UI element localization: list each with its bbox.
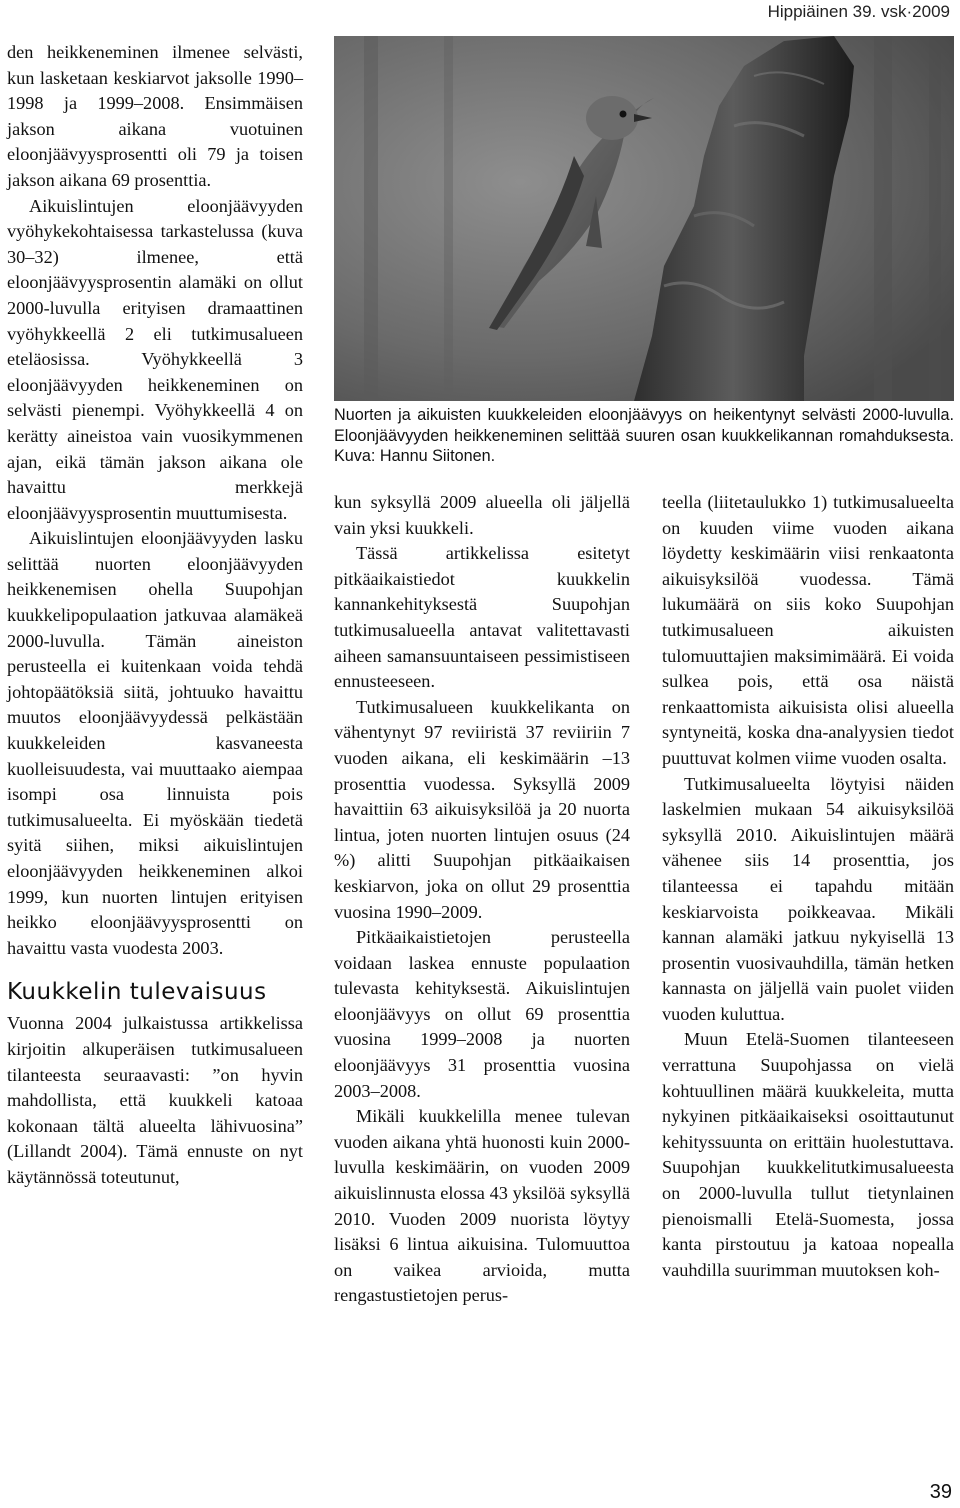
issue-year: 2009 [912,2,950,21]
paragraph: Mikäli kuukkelilla menee tulevan vuoden aikana yhtä huonosti kuin 2000-luvulla keskimäärin, on vuoden 2009 aikuislinnusta elossa 43 yksilöä syksyllä 2010. Vuoden 2009 nuorista löytyy lisäksi 6 lintua aikuisina. Tulomuuttoa on vaikea arvioida, mutta rengastustietojen perus- [334,1106,630,1306]
paragraph: Aikuislintujen eloonjäävyyden vyöhykekohtaisessa tarkastelussa (kuva 30–32) ilmenee, että eloonjäävyysprosentin alamäki on ollut 2000-luvulla erityisen dramaattinen vyöhykkeellä 2 eli tutkimusalueen eteläosissa. Vyöhykkeellä 3 eloonjäävyyden heikkeneminen on selvästi pienempi. Vyöhykkeellä 4 on kerätty aineistoa vain vuosikymmenen ajan, eikä tämän jakson aikana ole havaittu merkkejä eloonjäävyysprosentin muuttumisesta. [7,195,303,523]
photo-caption: Nuorten ja aikuisten kuukkeleiden eloonjäävyys on heikentynyt selvästi 2000-luvulla. Eloonjäävyyden heikkeneminen selittää suuren osan kuukkelikannan romahduksesta. Kuva: Hannu Siitonen. [334,406,954,465]
siberian-jay-photo [334,36,954,401]
paragraph: den heikkeneminen ilmenee selvästi, kun lasketaan keskiarvot jaksolle 1990–1998 ja 1999–2008. Ensimmäisen jakson aikana vuotuinen eloonjäävyysprosentti oli 79 ja toisen jakson aikana 69 prosenttia. [7,42,303,190]
paragraph: Aikuislintujen eloonjäävyyden lasku selittää nuorten eloonjäävyyden heikkenemisen ohella Suupohjan kuukkelipopulaation jatkuvaa alamäkeä 2000-luvulla. Tämän aineiston perusteella ei kuitenkaan voida tehdä johtopäätöksiä siitä, johtuuko havaittu muutos eloonjäävyydessä pelkästään kuukkeleiden kasvaneesta kuolleisuudesta, vai muuttaako aiempaa isompi osa linnuista pois tutkimusalueelta. Ei myöskään tiedetä syitä siihen, miksi aikuislintujen eloonjäävyyden heikkeneminen alkoi 1999, kun nuorten lintujen erityisen heikko eloonjäävyysprosentti on havaittu vasta vuodesta 2003. [7,528,303,958]
bird-on-stump-illustration [334,36,954,401]
page-number: 39 [929,1481,952,1503]
paragraph: kun syksyllä 2009 alueella oli jäljellä vain yksi kuukkeli. [334,492,630,538]
paragraph: Tutkimusalueelta löytyisi näiden laskelmien mukaan 54 aikuisyksilöä syksyllä 2010. Aikuislintujen määrä vähenee siis 14 prosenttia, jos tilanteessa ei tapahdu mitään keskiarvoista poikkeavaa. Mikäli kannan alamäki jatkuu nykyisellä 13 prosentin vuosivauhdilla, tämän hetken kannasta on jäljellä vain puolet viiden vuoden kuluttua. [662,773,954,1024]
header-separator: · [906,2,913,21]
paragraph: Tutkimusalueen kuukkelikanta on vähentynyt 97 reviiristä 37 reviiriin 7 vuoden aikana, eli keskimäärin –13 prosenttia vuodessa. Syksyllä 2009 havaittiin 63 aikuisyksilöä ja 20 nuorta lintua, joten nuorten lintujen osuus (24 %) alitti Suupohjan pitkäaikaisen keskiarvon, joka on ollut 29 prosenttia vuosina 1990–2009. [334,696,630,922]
text-column-1 [7,40,303,1191]
magazine-name: Hippiäinen [767,2,848,21]
paragraph: Vuonna 2004 julkaistussa artikkelissa kirjoitin alkuperäisen tutkimusalueen tilanteesta seuraavasti: ”on hyvin mahdollista, että kuukkeli katoaa kokonaan tältä alueelta lähivuosina” (Lillandt 2004). Tämä ennuste on nyt käytännössä toteutunut, [7,1013,303,1187]
paragraph: Tässä artikkelissa esitetyt pitkäaikaistiedot kuukkelin kannankehityksestä Suupohjan tutkimusalueella antavat valitettavasti aiheen samansuuntaiseen pessimistiseen ennusteeseen. [334,543,630,692]
paragraph: Muun Etelä-Suomen tilanteeseen verrattuna Suupohjassa on vielä kohtuullinen määrä kuukkeleita, mutta nykyinen pitkäaikaiseksi osoittautunut kehityssuunta on erittäin huolestuttava. Suupohjan kuukkelitutkimusalueesta on 2000-luvulla tullut tietynlainen pienoismalli Etelä-Suomesta, jossa kanta pirstoutuu ja katoaa nopealla vauhdilla suurimman muutoksen koh- [662,1029,954,1280]
paragraph: teella (liitetaulukko 1) tutkimusalueelta on kuuden viime vuoden aikana löydetty keskimäärin viisi renkaatonta aikuisyksilöä vuodessa. Tämä lukumäärä on siis koko Suupohjan tutkimusalueen aikuisten tulomuuttajien maksimimäärä. Ei voida sulkea pois, että osa näistä renkaattomista aikuisista olisi alueella syntyneitä, koska dna-analyysien tiedot puuttuvat kolmen viime vuoden osalta. [662,492,954,768]
paragraph: Pitkäaikaistietojen perusteella voidaan laskea ennuste populaation tulevasta kehityksestä. Aikuislintujen eloonjäävyys on ollut 69 prosenttia vuosina 1999–2008 ja nuorten eloonjäävyys 31 prosenttia vuosina 2003–2008. [334,927,630,1101]
section-heading: Kuukkelin tulevaisuus [7,979,267,1006]
text-column-2 [334,490,630,1309]
text-column-3 [662,490,954,1283]
running-header [768,2,950,22]
volume-number: 39. vsk [852,2,907,21]
